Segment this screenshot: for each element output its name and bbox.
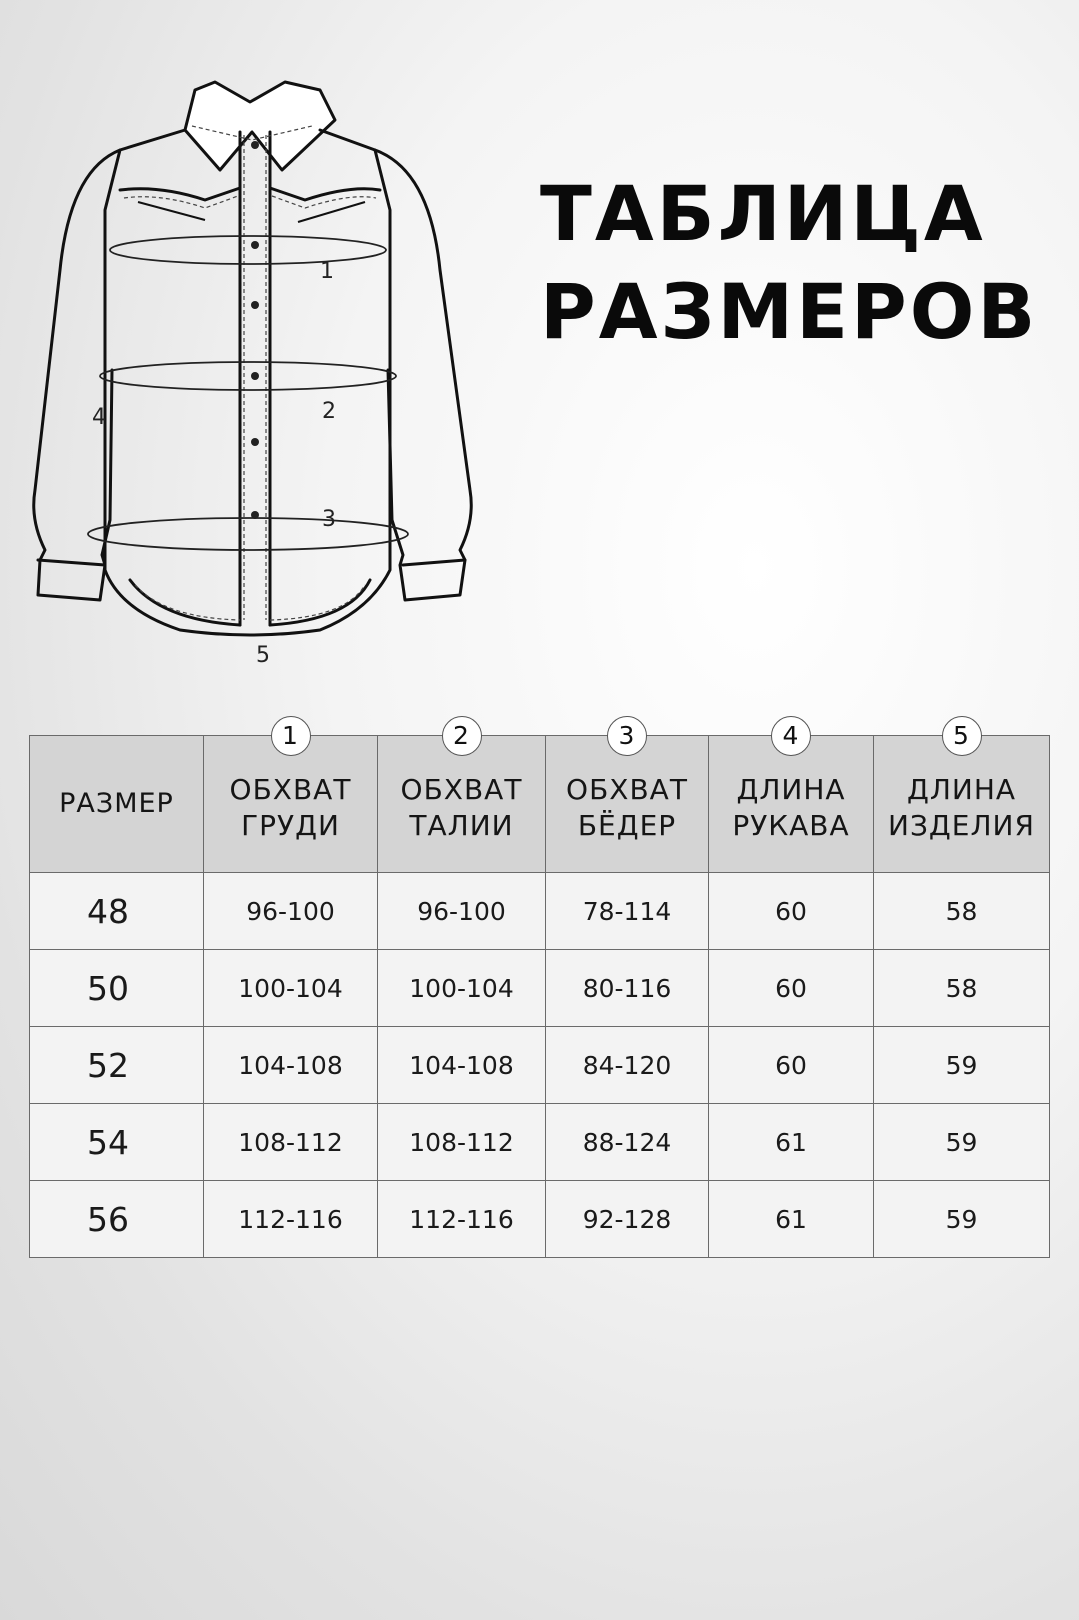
header-hips [546,721,709,873]
header-label: ОБХВАТ [229,773,352,806]
page-title [540,165,1038,361]
header-garment-length [874,721,1050,873]
table-cell: 58 [874,950,1050,1027]
table-cell: 104-108 [204,1027,378,1104]
marker-4: 4 [92,405,106,430]
header-sleeve-length [709,721,874,873]
table-cell: 88-124 [546,1104,709,1181]
title-line-2: РАЗМЕРОВ [540,267,1039,356]
table-cell: 108-112 [378,1104,546,1181]
table-cell: 59 [874,1027,1050,1104]
table-cell: 96-100 [378,873,546,950]
table-cell: 80-116 [546,950,709,1027]
table-cell: 84-120 [546,1027,709,1104]
table-cell: 100-104 [204,950,378,1027]
table-row [30,873,1050,950]
marker-1: 1 [320,259,334,284]
size-cell: 56 [30,1181,204,1258]
table-cell: 78-114 [546,873,709,950]
table-cell: 59 [874,1181,1050,1258]
number-badge: 5 [942,716,982,756]
table-cell: 61 [709,1104,874,1181]
table-cell: 96-100 [204,873,378,950]
table-cell: 108-112 [204,1104,378,1181]
table-cell: 60 [709,873,874,950]
marker-2: 2 [322,399,336,424]
table-cell: 112-116 [204,1181,378,1258]
header-label: ГРУДИ [241,809,340,842]
header-label: ТАЛИИ [409,809,514,842]
size-cell: 54 [30,1104,204,1181]
header-size: РАЗМЕР [30,736,204,873]
header-label: ОБХВАТ [566,773,688,806]
size-cell: 50 [30,950,204,1027]
size-cell: 48 [30,873,204,950]
header-label: ДЛИНА [736,773,846,806]
header-label: БЁДЕР [577,809,677,842]
header-chest [204,721,378,873]
header-label: ОБХВАТ [400,773,523,806]
table-row [30,1027,1050,1104]
shirt-diagram [20,70,500,680]
table-cell: 104-108 [378,1027,546,1104]
table-cell: 112-116 [378,1181,546,1258]
marker-5: 5 [256,643,270,668]
header-label: ДЛИНА [906,773,1017,806]
table-header-row [30,736,1050,873]
title-line-1: ТАБЛИЦА [540,169,986,258]
header-label: РУКАВА [732,809,850,842]
number-badge: 3 [607,716,647,756]
header-label: ИЗДЕЛИЯ [888,809,1035,842]
size-table [29,721,1050,1258]
size-cell: 52 [30,1027,204,1104]
table-cell: 59 [874,1104,1050,1181]
number-badge: 4 [771,716,811,756]
table-row [30,1181,1050,1258]
table-cell: 92-128 [546,1181,709,1258]
table-cell: 60 [709,950,874,1027]
number-badge: 1 [271,716,311,756]
table-row [30,1104,1050,1181]
table-cell: 100-104 [378,950,546,1027]
table-cell: 58 [874,873,1050,950]
table-cell: 60 [709,1027,874,1104]
table-row [30,950,1050,1027]
number-badge: 2 [442,716,482,756]
marker-3: 3 [322,507,336,532]
table-cell: 61 [709,1181,874,1258]
header-waist [378,721,546,873]
